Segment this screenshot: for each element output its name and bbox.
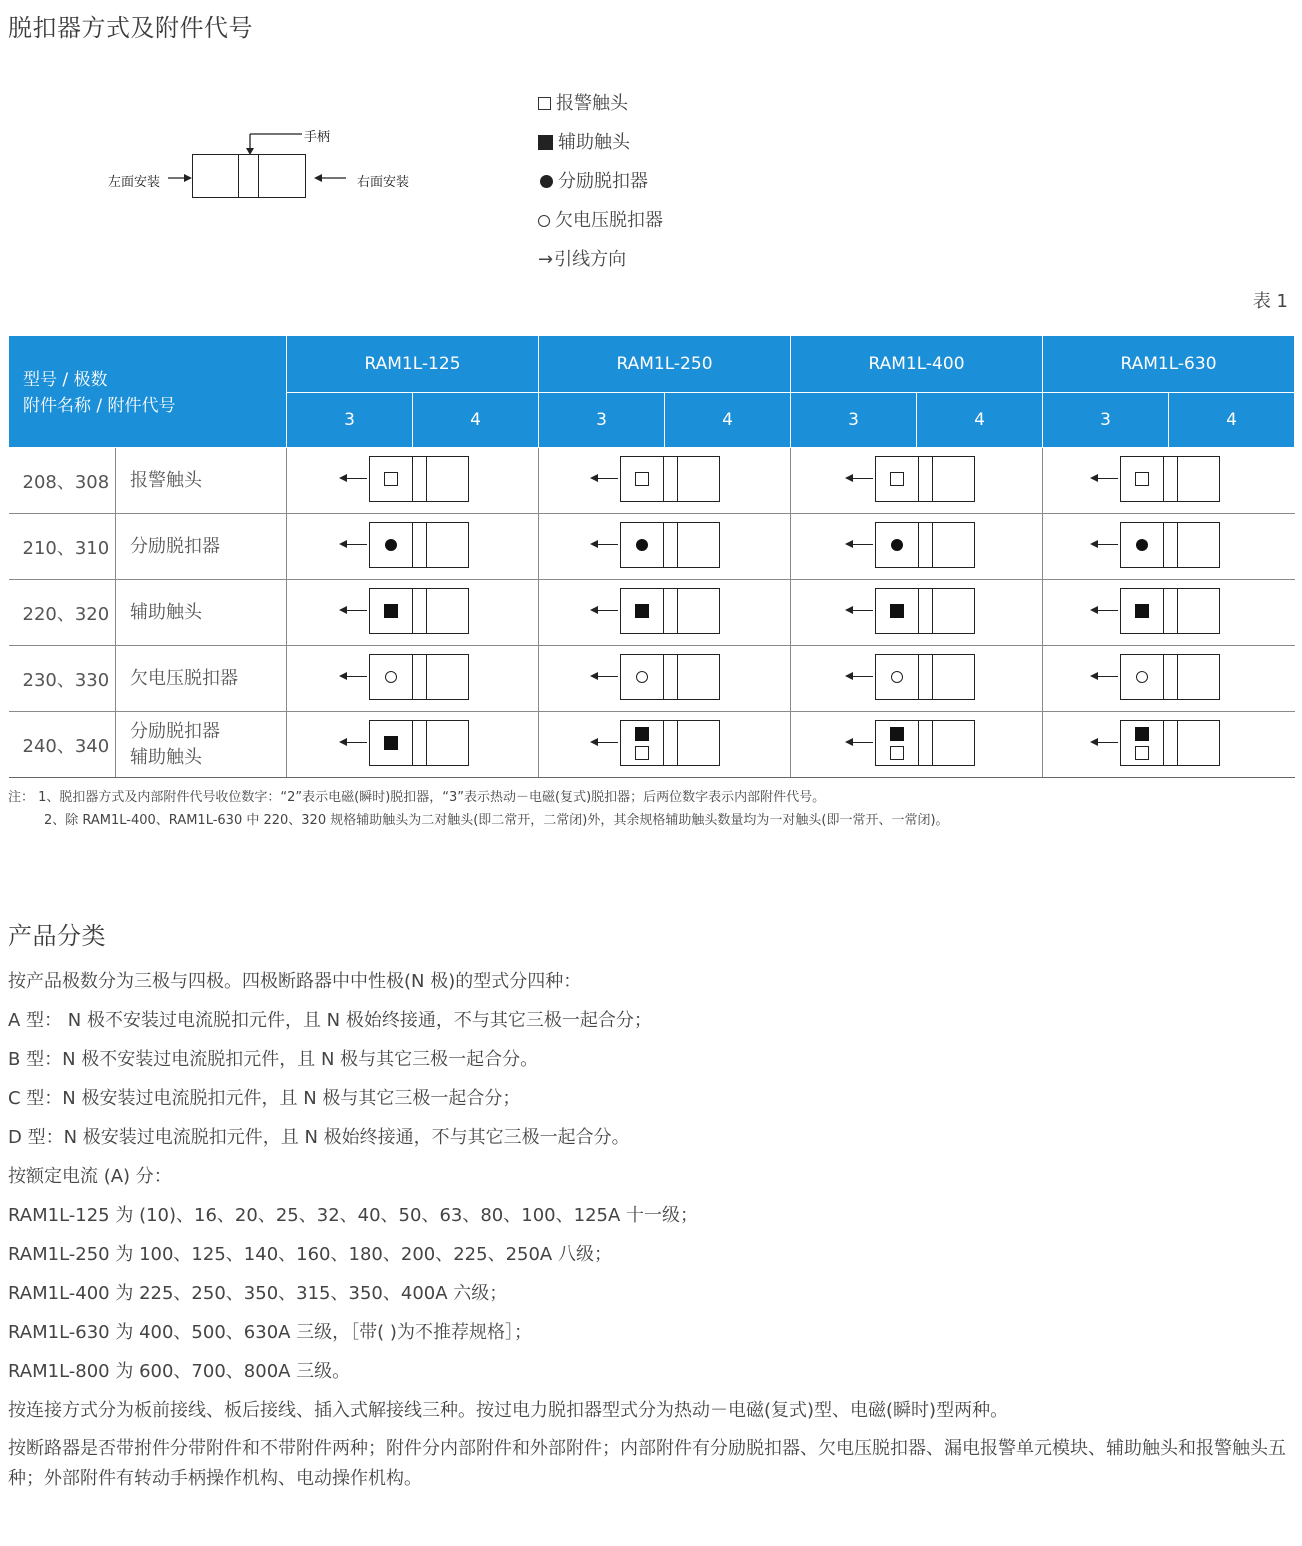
filled-dot-icon — [540, 175, 553, 188]
breaker-outline — [369, 654, 469, 700]
pole-header: 3 — [791, 393, 917, 448]
accessory-symbol-cell — [1043, 712, 1295, 778]
breaker-symbol — [592, 720, 724, 766]
empty-dot-icon — [538, 215, 550, 227]
arrow-left-icon — [1090, 738, 1098, 746]
section-title-classification: 产品分类 — [8, 922, 106, 950]
accessory-symbol-cell — [287, 448, 539, 514]
accessory-symbol-cell — [287, 646, 539, 712]
breaker-symbol — [341, 522, 473, 568]
legend-item-alarm — [538, 84, 663, 123]
pole-header: 4 — [1169, 393, 1295, 448]
breaker-symbol — [1092, 456, 1224, 502]
section-title-release-mode: 脱扣器方式及附件代号 — [8, 14, 253, 42]
empty-dot-icon — [636, 671, 648, 683]
breaker-symbol — [592, 456, 724, 502]
pole-header: 4 — [917, 393, 1043, 448]
breaker-outline — [369, 456, 469, 502]
arrow-left-icon — [590, 540, 598, 548]
pole-header: 3 — [1043, 393, 1169, 448]
arrow-left-icon — [845, 606, 853, 614]
accessory-symbol-cell — [791, 712, 1043, 778]
accessory-name-line: 辅助触头 — [130, 746, 202, 768]
arrow-left-icon — [845, 474, 853, 482]
breaker-symbol — [341, 654, 473, 700]
breaker-symbol — [592, 522, 724, 568]
filled-dot-icon — [891, 539, 903, 551]
filled-dot-icon — [385, 539, 397, 551]
filled-square-icon — [890, 727, 904, 741]
empty-dot-icon — [385, 671, 397, 683]
breaker-outline — [192, 154, 306, 198]
arrow-left-icon — [1090, 540, 1098, 548]
mounting-diagram — [100, 120, 440, 210]
arrow-left-icon — [339, 540, 347, 548]
accessory-symbol-cell — [1043, 514, 1295, 580]
breaker-outline — [1120, 654, 1220, 700]
accessory-name — [116, 514, 287, 580]
arrow-left-icon — [339, 606, 347, 614]
accessory-symbol-cell — [791, 448, 1043, 514]
empty-square-icon — [890, 746, 904, 760]
paragraph: 按连接方式分为板前接线、板后接线、插入式解接线三种。按过电力脱扣器型式分为热动－电磁(复式)型、电磁(瞬时)型两种。 — [8, 1400, 1009, 1421]
arrow-left-icon — [1090, 672, 1098, 680]
note-2: 2、除 RAM1L-400、RAM1L-630 中 220、320 规格辅助触头为二对触头(即二常开，二常闭)外，其余规格辅助触头数量均为一对触头(即一常开、一常闭)。 — [44, 813, 949, 828]
empty-square-icon — [635, 472, 649, 486]
paragraph: B 型：N 极不安装过电流脱扣元件，且 N 极与其它三极一起合分。 — [8, 1049, 539, 1070]
paragraph: C 型：N 极安装过电流脱扣元件，且 N 极与其它三极一起合分； — [8, 1088, 521, 1109]
breaker-outline — [369, 522, 469, 568]
breaker-outline — [875, 720, 975, 766]
paragraph: RAM1L-630 为 400、500、630A 三级，［带( )为不推荐规格］； — [8, 1322, 532, 1343]
paragraph: RAM1L-800 为 600、700、800A 三级。 — [8, 1361, 351, 1382]
arrow-right-icon: → — [538, 248, 554, 270]
paragraph: 按产品极数分为三极与四极。四极断路器中中性极(N 极)的型式分四种： — [8, 971, 582, 992]
filled-square-icon — [538, 135, 553, 150]
corner-line2: 附件名称 / 附件代号 — [23, 396, 176, 416]
breaker-outline — [875, 522, 975, 568]
arrow-left-icon — [590, 738, 598, 746]
breaker-outline — [620, 588, 720, 634]
legend-label: 报警触头 — [556, 92, 628, 114]
accessory-code: 208、308 — [9, 448, 116, 514]
filled-square-icon — [1135, 727, 1149, 741]
paragraph: A 型： N 极不安装过电流脱扣元件，且 N 极始终接通，不与其它三极一起合分； — [8, 1010, 652, 1031]
accessory-name-line: 辅助触头 — [130, 601, 202, 623]
breaker-symbol — [1092, 654, 1224, 700]
filled-square-icon — [635, 604, 649, 618]
legend-item-auxiliary — [538, 123, 663, 162]
arrow-left-icon — [1090, 606, 1098, 614]
accessory-symbol-cell — [539, 712, 791, 778]
empty-square-icon — [890, 472, 904, 486]
breaker-outline — [1120, 522, 1220, 568]
accessory-code: 240、340 — [9, 712, 116, 778]
paragraph: RAM1L-125 为 (10)、16、20、25、32、40、50、63、80、100、125A 十一级； — [8, 1205, 699, 1226]
filled-square-icon — [384, 604, 398, 618]
filled-dot-icon — [1136, 539, 1148, 551]
legend-label: 辅助触头 — [558, 131, 630, 153]
accessory-symbol-cell — [539, 646, 791, 712]
breaker-symbol — [592, 654, 724, 700]
breaker-symbol — [847, 654, 979, 700]
arrow-left-icon — [590, 672, 598, 680]
accessory-symbol-cell — [1043, 646, 1295, 712]
arrow-left-icon — [590, 606, 598, 614]
accessory-name-line: 欠电压脱扣器 — [130, 667, 238, 689]
filled-square-icon — [890, 604, 904, 618]
accessory-name — [116, 712, 287, 778]
table-caption: 表 1 — [1252, 291, 1288, 312]
arrow-left-icon — [845, 540, 853, 548]
right-mount-label: 右面安装 — [357, 175, 410, 190]
accessory-symbol-cell — [791, 514, 1043, 580]
breaker-symbol — [1092, 588, 1224, 634]
breaker-outline — [620, 456, 720, 502]
breaker-outline — [369, 588, 469, 634]
accessory-symbol-cell — [1043, 580, 1295, 646]
table-row — [9, 514, 1295, 580]
accessory-symbol-cell — [287, 712, 539, 778]
legend-item-undervoltage — [538, 201, 663, 240]
breaker-symbol — [341, 588, 473, 634]
accessory-code-table — [8, 335, 1295, 778]
accessory-symbol-cell — [287, 580, 539, 646]
legend-label: 欠电压脱扣器 — [555, 209, 663, 231]
empty-square-icon — [384, 472, 398, 486]
breaker-symbol — [341, 720, 473, 766]
breaker-outline — [369, 720, 469, 766]
breaker-outline — [1120, 720, 1220, 766]
breaker-outline — [620, 720, 720, 766]
accessory-symbol-cell — [539, 580, 791, 646]
accessory-code: 220、320 — [9, 580, 116, 646]
table-row — [9, 448, 1295, 514]
table-corner-header — [9, 336, 287, 448]
breaker-symbol — [847, 456, 979, 502]
paragraph: D 型：N 极安装过电流脱扣元件，且 N 极始终接通，不与其它三极一起合分。 — [8, 1127, 630, 1148]
empty-square-icon — [635, 746, 649, 760]
arrow-left-icon — [590, 474, 598, 482]
accessory-name — [116, 580, 287, 646]
empty-square-icon — [538, 97, 551, 110]
accessory-symbol-cell — [287, 514, 539, 580]
accessory-code: 210、310 — [9, 514, 116, 580]
filled-square-icon — [635, 727, 649, 741]
empty-square-icon — [1135, 746, 1149, 760]
accessory-symbol-cell — [1043, 448, 1295, 514]
accessory-symbol-cell — [539, 448, 791, 514]
paragraph: 按额定电流 (A) 分： — [8, 1166, 172, 1187]
accessory-name — [116, 448, 287, 514]
arrow-left-icon — [339, 474, 347, 482]
breaker-symbol — [1092, 720, 1224, 766]
pole-header: 4 — [665, 393, 791, 448]
table-row — [9, 712, 1295, 778]
filled-square-icon — [384, 736, 398, 750]
breaker-symbol — [847, 588, 979, 634]
model-header: RAM1L-250 — [539, 336, 791, 393]
empty-square-icon — [1135, 472, 1149, 486]
breaker-symbol — [847, 522, 979, 568]
legend-label: 引线方向 — [554, 248, 627, 270]
breaker-symbol — [847, 720, 979, 766]
arrow-left-icon — [339, 672, 347, 680]
table-row — [9, 580, 1295, 646]
paragraph: 按断路器是否带拊件分带附件和不带附件两种；附件分内部附件和外部附件；内部附件有分励脱扣器、欠电压脱扣器、漏电报警单元模块、辅助触头和报警触头五种；外部附件有转动手柄操作机构、电动操作机构。 — [8, 1438, 1286, 1489]
accessory-name-line: 报警触头 — [130, 469, 202, 491]
pole-header: 3 — [287, 393, 413, 448]
note-1: 注： 1、脱扣器方式及内部附件代号收位数字：“2”表示电磁(瞬时)脱扣器，“3”表示热动－电磁(复式)脱扣器；后两位数字表示内部附件代号。 — [8, 790, 826, 805]
paragraph: RAM1L-400 为 225、250、350、315、350、400A 六级； — [8, 1283, 508, 1304]
breaker-outline — [620, 522, 720, 568]
accessory-symbol-cell — [539, 514, 791, 580]
table-row — [9, 646, 1295, 712]
corner-line1: 型号 / 极数 — [23, 370, 108, 390]
breaker-outline — [875, 588, 975, 634]
table-notes — [8, 786, 949, 832]
legend-item-lead — [538, 240, 663, 279]
handle-label: 手柄 — [304, 130, 331, 145]
accessory-symbol-cell — [791, 580, 1043, 646]
filled-square-icon — [1135, 604, 1149, 618]
accessory-name-line: 分励脱扣器 — [130, 720, 220, 742]
accessory-name-line: 分励脱扣器 — [130, 535, 220, 557]
pole-header: 4 — [413, 393, 539, 448]
filled-dot-icon — [636, 539, 648, 551]
symbol-legend — [538, 84, 663, 279]
breaker-symbol — [1092, 522, 1224, 568]
legend-item-shunt — [538, 162, 663, 201]
breaker-symbol — [341, 456, 473, 502]
arrow-left-icon — [339, 738, 347, 746]
arrow-left-icon — [845, 672, 853, 680]
accessory-symbol-cell — [791, 646, 1043, 712]
accessory-name — [116, 646, 287, 712]
breaker-outline — [1120, 588, 1220, 634]
model-header: RAM1L-125 — [287, 336, 539, 393]
empty-dot-icon — [891, 671, 903, 683]
model-header: RAM1L-400 — [791, 336, 1043, 393]
empty-dot-icon — [1136, 671, 1148, 683]
legend-label: 分励脱扣器 — [558, 170, 648, 192]
model-header: RAM1L-630 — [1043, 336, 1295, 393]
left-mount-label: 左面安装 — [108, 175, 161, 190]
breaker-outline — [620, 654, 720, 700]
classification-text — [8, 962, 1298, 1494]
paragraph: RAM1L-250 为 100、125、140、160、180、200、225、250A 八级； — [8, 1244, 612, 1265]
breaker-outline — [875, 654, 975, 700]
breaker-outline — [1120, 456, 1220, 502]
arrow-left-icon — [845, 738, 853, 746]
breaker-symbol — [592, 588, 724, 634]
breaker-outline — [875, 456, 975, 502]
arrow-left-icon — [1090, 474, 1098, 482]
pole-header: 3 — [539, 393, 665, 448]
accessory-code: 230、330 — [9, 646, 116, 712]
